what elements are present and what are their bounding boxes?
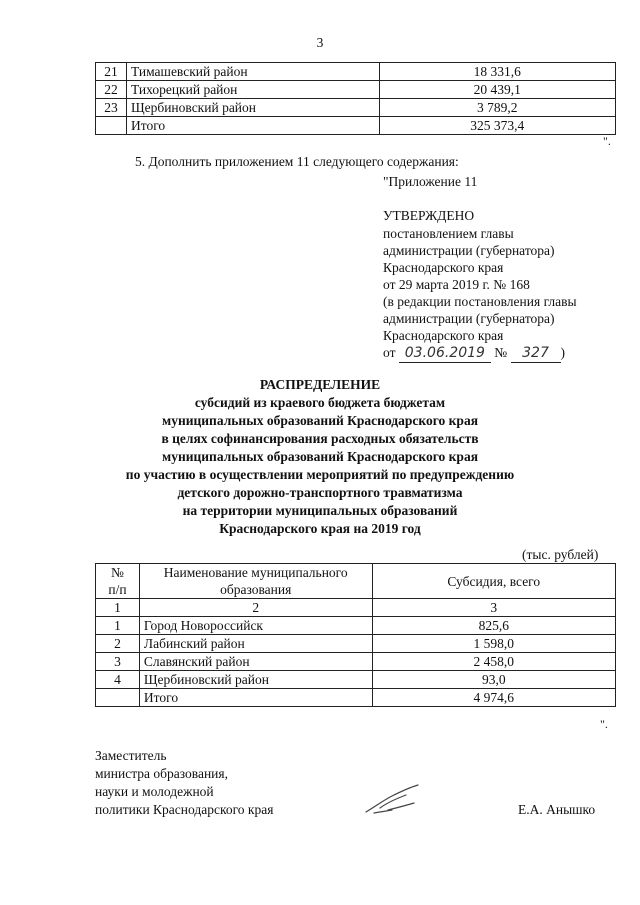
column-number: 1 — [96, 599, 140, 617]
table-row — [96, 635, 616, 653]
appendix-label: "Приложение 11 — [383, 174, 478, 189]
approved-line: администрации (губернатора) — [383, 311, 555, 326]
row-value: 18 331,6 — [379, 63, 615, 81]
table-row — [96, 671, 616, 689]
column-number: 2 — [139, 599, 372, 617]
approved-line: Краснодарского края — [383, 328, 504, 343]
table-row — [96, 617, 616, 635]
row-value: 20 439,1 — [379, 81, 615, 99]
signature-line: науки и молодежной — [95, 784, 214, 799]
row-value: 825,6 — [372, 617, 615, 635]
table-row-total — [96, 117, 616, 135]
row-value: 93,0 — [372, 671, 615, 689]
row-name: Лабинский район — [139, 635, 372, 653]
from-prefix: от — [383, 345, 396, 360]
title-line: по участию в осуществлении мероприятий по предупреждению — [125, 467, 515, 482]
header-subsidy: Субсидия, всего — [372, 564, 615, 599]
row-number: 2 — [96, 635, 140, 653]
approved-line: администрации (губернатора) — [383, 243, 555, 258]
row-number: 22 — [96, 81, 127, 99]
number-sign: № — [494, 345, 508, 360]
title-line: Краснодарского края на 2019 год — [219, 521, 421, 536]
row-number: 3 — [96, 653, 140, 671]
signature-line: министра образования, — [95, 766, 228, 781]
from-suffix: ) — [560, 345, 565, 360]
signature-line: политики Краснодарского края — [95, 802, 274, 817]
row-name: Тихорецкий район — [126, 81, 379, 99]
header-name: Наименование муниципального образования — [139, 564, 372, 599]
row-name: Итого — [139, 689, 372, 707]
signature-scribble — [362, 782, 434, 818]
column-number: 3 — [372, 599, 615, 617]
handwritten-number: 327 — [511, 345, 561, 363]
table-row — [96, 81, 616, 99]
row-number: 1 — [96, 617, 140, 635]
row-name: Щербиновский район — [126, 99, 379, 117]
row-number: 23 — [96, 99, 127, 117]
title-heading: РАСПРЕДЕЛЕНИЕ — [259, 377, 381, 392]
closing-quote: ". — [600, 717, 608, 731]
row-number — [96, 689, 140, 707]
row-number — [96, 117, 127, 135]
table-row — [96, 99, 616, 117]
approved-line: (в редакции постановления главы — [383, 294, 577, 309]
row-value: 3 789,2 — [379, 99, 615, 117]
item-5-text: 5. Дополнить приложением 11 следующего содержания: — [135, 154, 459, 169]
approved-line: Краснодарского края — [383, 260, 504, 275]
table-header-row — [96, 564, 616, 599]
row-value: 4 974,6 — [372, 689, 615, 707]
closing-quote: ". — [603, 134, 611, 148]
handwritten-date: 03.06.2019 — [399, 345, 491, 363]
table-row — [96, 63, 616, 81]
row-name: Славянский район — [139, 653, 372, 671]
title-line: на территории муниципальных образований — [182, 503, 458, 518]
table-colnum-row — [96, 599, 616, 617]
title-line: муниципальных образований Краснодарского края — [162, 413, 478, 428]
row-number: 21 — [96, 63, 127, 81]
title-line: муниципальных образований Краснодарского края — [162, 449, 478, 464]
title-line: в целях софинансирования расходных обязательств — [161, 431, 479, 446]
distribution-table — [95, 563, 616, 707]
approved-line: от 29 марта 2019 г. № 168 — [383, 277, 530, 292]
table-row — [96, 653, 616, 671]
header-number: № п/п — [96, 564, 140, 599]
units-label: (тыс. рублей) — [522, 547, 599, 562]
row-name: Тимашевский район — [126, 63, 379, 81]
approved-date-line — [383, 344, 565, 363]
row-value: 2 458,0 — [372, 653, 615, 671]
approved-heading: УТВЕРЖДЕНО — [383, 208, 475, 223]
top-table — [95, 62, 616, 135]
signer-name: Е.А. Анышко — [518, 802, 596, 817]
signature-line: Заместитель — [95, 748, 167, 763]
title-line: субсидий из краевого бюджета бюджетам — [194, 395, 446, 410]
row-value: 1 598,0 — [372, 635, 615, 653]
row-name: Город Новороссийск — [139, 617, 372, 635]
row-number: 4 — [96, 671, 140, 689]
page-number: 3 — [316, 35, 324, 50]
row-name: Щербиновский район — [139, 671, 372, 689]
row-name: Итого — [126, 117, 379, 135]
table-row-total — [96, 689, 616, 707]
approved-line: постановлением главы — [383, 226, 514, 241]
row-value: 325 373,4 — [379, 117, 615, 135]
title-line: детского дорожно-транспортного травматизма — [177, 485, 463, 500]
